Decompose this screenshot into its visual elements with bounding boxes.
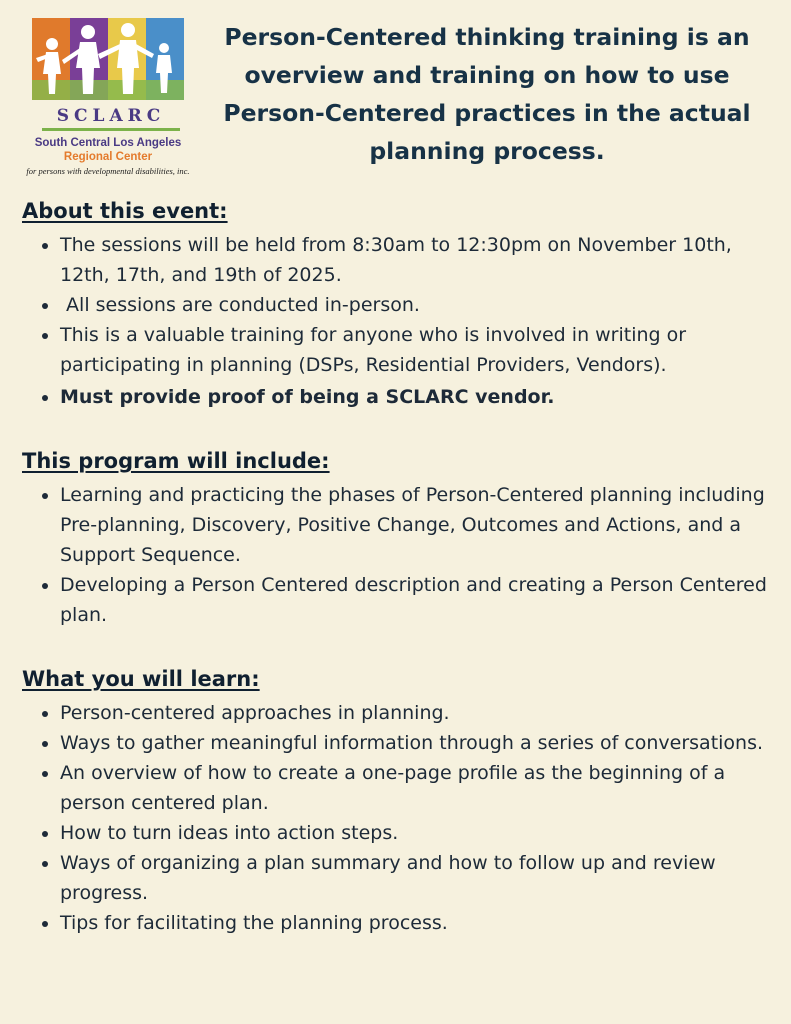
logo-name-line1: South Central Los Angeles — [34, 137, 182, 149]
section-title: What you will learn: — [22, 667, 260, 691]
section-what-you-will-learn — [22, 664, 772, 938]
section-program-includes — [22, 446, 772, 630]
list-item: • Learning and practicing the phases of Person-Centered planning including Pre-planning, Discovery, Positive Change, Outcomes and Actions, and a Support Sequence. — [60, 480, 772, 570]
list-item: • Person-centered approaches in planning. — [60, 698, 772, 728]
bullet-list — [22, 698, 772, 938]
logo-name-line2: Regional Center — [63, 151, 153, 163]
bullet-list — [22, 480, 772, 630]
list-item: • An overview of how to create a one-page profile as the beginning of a person centered plan. — [60, 758, 772, 818]
list-item: • All sessions are conducted in-person. — [60, 290, 772, 320]
sclarc-logo — [14, 14, 202, 180]
list-item: • Tips for facilitating the planning process. — [60, 908, 772, 938]
content — [22, 196, 772, 972]
list-item: • This is a valuable training for anyone who is involved in writing or participating in planning (DSPs, Residential Providers, Vendors). — [60, 320, 772, 380]
list-item: • Ways of organizing a plan summary and how to follow up and review progress. — [60, 848, 772, 908]
list-item: • Ways to gather meaningful information through a series of conversations. — [60, 728, 772, 758]
logo-divider — [42, 128, 180, 131]
people-family-logo-icon — [32, 18, 184, 100]
headline: Person-Centered thinking training is an overview and training on how to use Person-Centered practices in the actual planning process. — [223, 23, 751, 165]
bullet-list — [22, 230, 772, 412]
list-item: • Developing a Person Centered description and creating a Person Centered plan. — [60, 570, 772, 630]
logo-tagline: for persons with developmental disabilities, inc. — [26, 166, 190, 176]
list-item: • Must provide proof of being a SCLARC vendor. — [60, 382, 772, 412]
list-item: • The sessions will be held from 8:30am to 12:30pm on November 10th, 12th, 17th, and 19th of 2025. — [60, 230, 772, 290]
logo-wordmark: SCLARC — [56, 106, 166, 126]
list-item: • How to turn ideas into action steps. — [60, 818, 772, 848]
logo-organization-name — [14, 136, 202, 164]
section-title: About this event: — [22, 199, 228, 223]
section-title: This program will include: — [22, 449, 330, 473]
section-about-event — [22, 196, 772, 412]
